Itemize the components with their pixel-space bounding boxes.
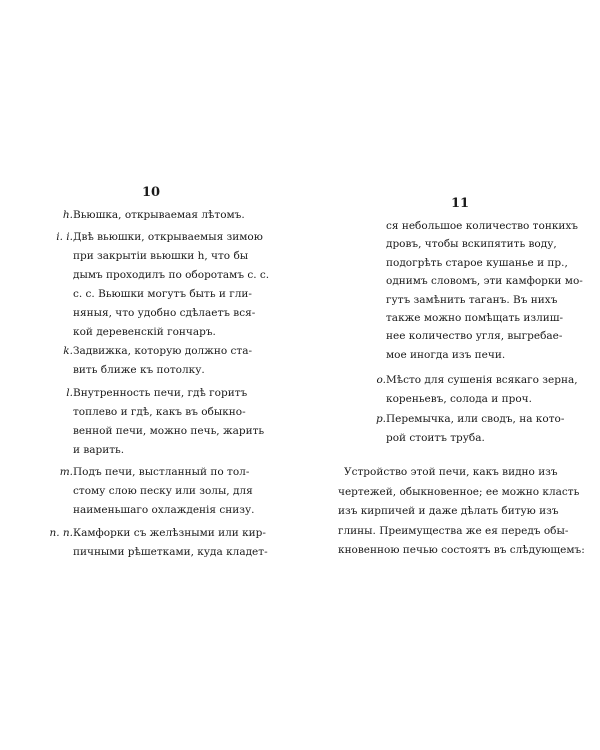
entry-key: k.: [63, 345, 73, 357]
page-number-right: 11: [450, 196, 470, 211]
entry-line: наименьшаго охлажденія снизу.: [73, 504, 255, 516]
entry-key: p.: [375, 413, 386, 425]
entry-line: пичными рѣшетками, куда кладет-: [73, 546, 268, 558]
entry-line: кой деревенскій гончаръ.: [73, 326, 216, 338]
entry-key: i. i.: [56, 231, 73, 243]
continuation-text: [386, 217, 583, 364]
text-line: глины. Преимущества же ея передъ обы-: [338, 524, 569, 537]
entry-line: Подъ печи, выстланный по тол-: [73, 466, 250, 478]
text-line: также можно помѣщать излиш-: [386, 311, 564, 324]
entry-line: венной печи, можно печь, жарить: [73, 425, 265, 437]
entry-line: Внутренность печи, гдѣ горитъ: [73, 387, 248, 399]
entry-line: стому слою песку или золы, для: [73, 485, 253, 497]
text-line: чертежей, обыкновенное; ее можно класть: [338, 485, 580, 498]
entry-line: вить ближе къ потолку.: [73, 364, 205, 376]
entry-key: h.: [62, 209, 73, 221]
text-line: однимъ словомъ, эти камфорки мо-: [386, 275, 583, 288]
entry-line: Двѣ вьюшки, открываемыя зимою: [73, 231, 263, 243]
text-line: гутъ замѣнить таганъ. Въ нихъ: [386, 293, 558, 306]
right-page: [300, 0, 600, 750]
entry-line: няныя, что удобно сдѣлаетъ вся-: [73, 307, 256, 319]
text-line: кновенною печью состоятъ въ слѣдующемъ:: [338, 544, 585, 557]
entry-line: кореньевъ, солода и проч.: [386, 393, 532, 405]
entry-line: Вьюшка, открываемая лѣтомъ.: [73, 209, 245, 221]
entry-line: и варить.: [73, 444, 125, 456]
text-line: изъ кирпичей и даже дѣлать битую изъ: [338, 505, 559, 518]
text-line: дровъ, чтобы вскипятить воду,: [386, 238, 557, 251]
entry-line: рой стоитъ труба.: [386, 432, 485, 444]
body-paragraph: [338, 463, 585, 561]
text-line: Устройство этой печи, какъ видно изъ: [344, 466, 558, 478]
entry-line: дымъ проходилъ по оборотамъ c. c.: [73, 269, 270, 281]
text-line: нее количество угля, выгребае-: [386, 330, 563, 343]
entry-line: Мѣсто для сушенія всякаго зерна,: [386, 374, 578, 386]
entry-line: Задвижка, которую должно ста-: [73, 345, 252, 357]
entry-key: l.: [66, 387, 73, 399]
entry-line: топлево и гдѣ, какъ въ обыкно-: [73, 406, 246, 418]
entry-key: o.: [376, 374, 386, 386]
entry-line: при закрытіи вьюшки h, что бы: [73, 250, 249, 262]
entry-key: m.: [59, 466, 73, 478]
page-number-left: 10: [141, 185, 161, 200]
entry-key: n. n.: [49, 527, 73, 539]
entry-line: Камфорки съ желѣзными или кир-: [73, 527, 266, 539]
entry-line: c. c. Вьюшки могутъ быть и гли-: [73, 288, 252, 300]
text-line: мое иногда изъ печи.: [386, 348, 506, 361]
text-line: ся небольшое количество тонкихъ: [386, 220, 578, 232]
text-line: подогрѣть старое кушанье и пр.,: [386, 256, 568, 269]
entry-line: Перемычка, или сводъ, на кото-: [386, 413, 565, 425]
